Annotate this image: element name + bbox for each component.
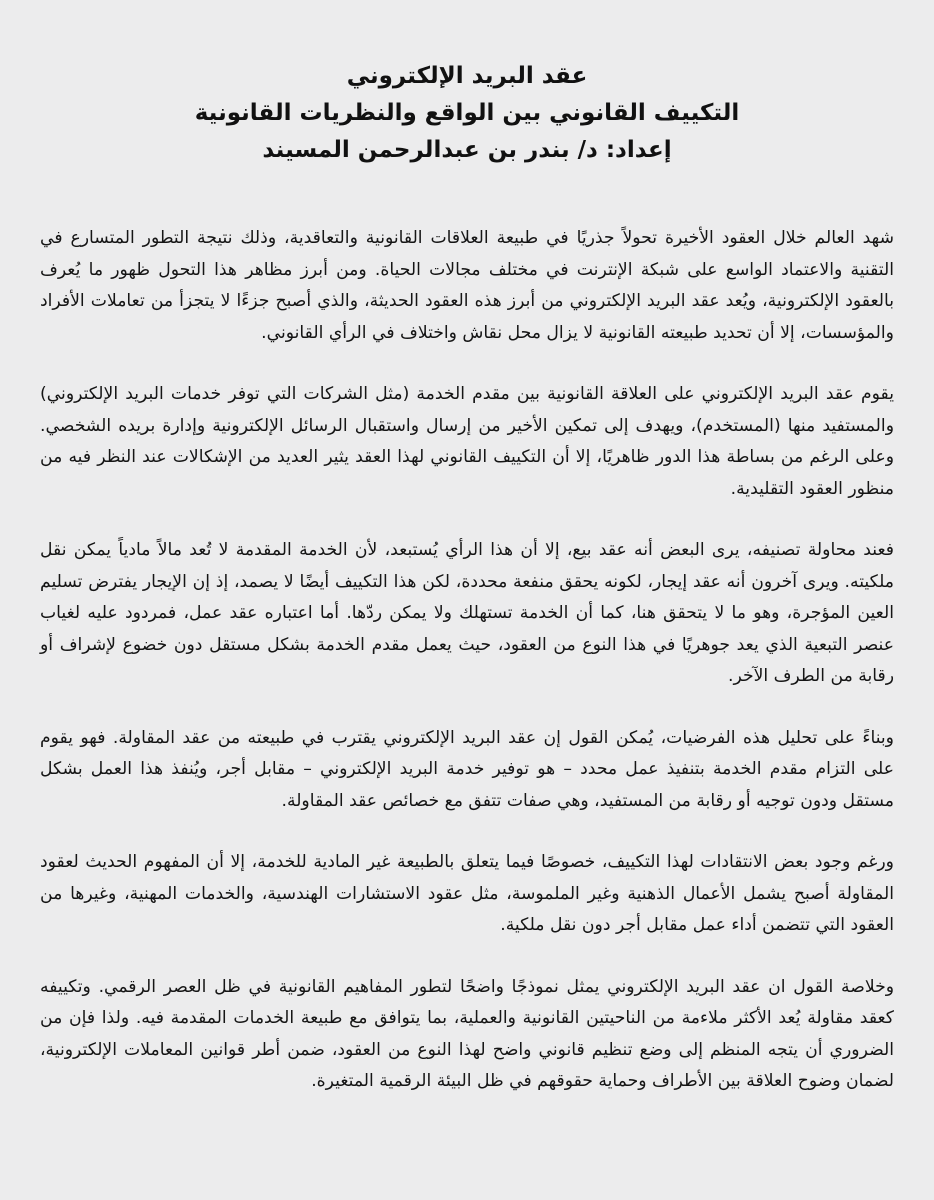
author-name: د/ بندر بن عبدالرحمن المسيند	[262, 137, 598, 163]
body-paragraph-4: وبناءً على تحليل هذه الفرضيات، يُمكن القول إن عقد البريد الإلكتروني يقترب في طبيعته من عقد المقاولة. فهو يقوم على التزام مقدم الخدمة بتنفيذ عمل محدد – هو توفير خدمة البريد الإلكتروني – مقابل أجر، ويُنفذ هذا العمل بشكل مستقل ودون توجيه أو رقابة من المستفيد، وهي صفات تتفق مع خصائص عقد المقاولة.	[40, 727, 894, 811]
body-paragraph-3: فعند محاولة تصنيفه، يرى البعض أنه عقد بيع، إلا أن هذا الرأي يُستبعد، لأن الخدمة المقدمة لا تُعد مالاً مادياً يمكن نقل ملكيته. ويرى آخرون أنه عقد إيجار، لكونه يحقق منفعة محددة، لكن هذا التكييف أيضًا لا يصمد، إذ إن الإيجار يفترض تسليم العين المؤجرة، وهو ما لا يتحقق هنا، كما أن الخدمة تستهلك ولا يمكن ردّها. أما اعتباره عقد عمل، فمردود عليه لغياب عنصر التبعية الذي يعد جوهريًا في هذا النوع من العقود، حيث يعمل مقدم الخدمة بشكل مستقل دون خضوع لإشراف أو رقابة من الطرف الآخر.	[40, 540, 894, 686]
document-title: عقد البريد الإلكتروني	[346, 63, 588, 89]
body-paragraph-1: شهد العالم خلال العقود الأخيرة تحولاً جذريًا في طبيعة العلاقات القانونية والتعاقدية، وذلك نتيجة التطور المتسارع في التقنية والاعتماد الواسع على شبكة الإنترنت في مختلف مجالات الحياة. ومن أبرز مظاهر هذا التحول ظهور ما يُعرف بالعقود الإلكترونية، ويُعد عقد البريد الإلكتروني من أبرز هذه العقود الحديثة، والذي أصبح جزءًا لا يتجزأ من تعاملات الأفراد والمؤسسات، إلا أن تحديد طبيعته القانونية لا يزال محل نقاش واختلاف في الرأي القانوني.	[40, 228, 894, 343]
document-body	[40, 223, 894, 1098]
document-subtitle: التكييف القانوني بين الواقع والنظريات القانونية	[194, 100, 740, 126]
body-paragraph-6: وخلاصة القول ان عقد البريد الإلكتروني يمثل نموذجًا واضحًا لتطور المفاهيم القانونية في ظل العصر الرقمي. وتكييفه كعقد مقاولة يُعد الأكثر ملاءمة من الناحيتين القانونية والعملية، بما يتوافق مع طبيعة الخدمات المقدمة فيه. ولذا فإن من الضروري أن يتجه المنظم إلى وضع تنظيم قانوني واضح لهذا النوع من العقود، ضمن أطر قوانين المعاملات الإلكترونية، لضمان وضوح العلاقة بين الأطراف وحماية حقوقهم في ظل البيئة الرقمية المتغيرة.	[40, 976, 894, 1091]
author-line	[40, 132, 894, 169]
author-prefix: إعداد:	[597, 137, 672, 163]
body-paragraph-5: ورغم وجود بعض الانتقادات لهذا التكييف، خصوصًا فيما يتعلق بالطبيعة غير المادية للخدمة، إلا أن المفهوم الحديث لعقود المقاولة أصبح يشمل الأعمال الذهنية وغير الملموسة، مثل عقود الاستشارات الهندسية، والخدمات المهنية، وغيرها من العقود التي تتضمن أداء عمل مقابل أجر دون نقل ملكية.	[40, 852, 894, 935]
document-header	[40, 58, 894, 169]
body-paragraph-2: يقوم عقد البريد الإلكتروني على العلاقة القانونية بين مقدم الخدمة (مثل الشركات التي توفر خدمات البريد الإلكتروني) والمستفيد منها (المستخدم)، ويهدف إلى تمكين الأخير من إرسال واستقبال الرسائل الإلكترونية وإدارة بريده الشخصي. وعلى الرغم من بساطة هذا الدور ظاهريًا، إلا أن التكييف القانوني لهذا العقد يثير العديد من الإشكالات عند النظر فيه من منظور العقود التقليدية.	[40, 384, 894, 499]
